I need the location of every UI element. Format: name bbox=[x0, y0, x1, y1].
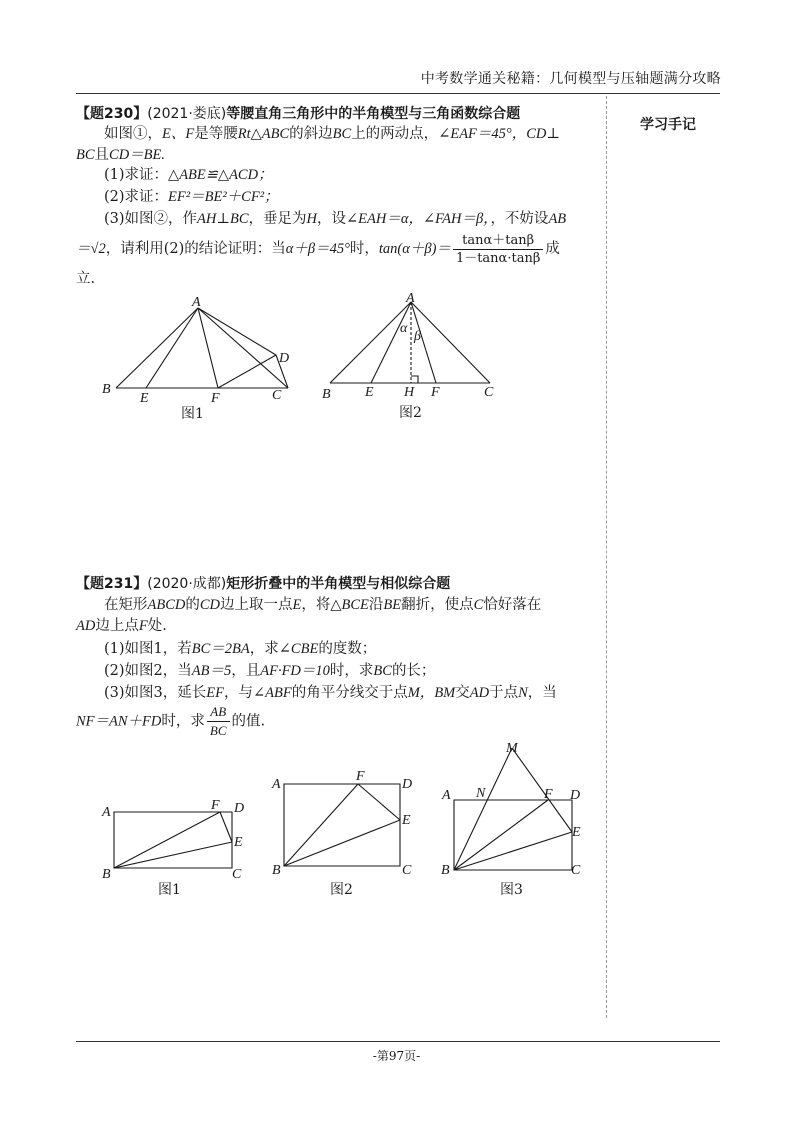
footer-rule bbox=[76, 1041, 720, 1042]
problem-230-q2: (2)求证：EF²＝BE²＋CF²； bbox=[104, 189, 279, 205]
label-E: E bbox=[234, 835, 243, 850]
label-A: A bbox=[192, 295, 201, 310]
right-angle-mark bbox=[411, 376, 418, 383]
rectangle-ABCD bbox=[284, 784, 400, 866]
segment-AE bbox=[146, 308, 198, 388]
page-number: -第97页- bbox=[372, 1049, 421, 1063]
segment-FE bbox=[220, 812, 232, 842]
problem-heading: 矩形折叠中的半角模型与相似综合题 bbox=[226, 576, 451, 592]
segment-AB bbox=[330, 302, 411, 383]
label-D: D bbox=[234, 801, 245, 816]
label-A: A bbox=[102, 805, 111, 820]
segment-AD bbox=[198, 308, 276, 355]
label-E: E bbox=[402, 813, 411, 828]
label-D: D bbox=[279, 351, 290, 366]
label-E: E bbox=[572, 825, 581, 840]
problem-231-q2: (2)如图2，当AB＝5，且AF·FD＝10时，求BC的长； bbox=[104, 663, 436, 679]
problem-231-q1: (1)如图1，若BC＝2BA，求∠CBE的度数； bbox=[104, 641, 377, 657]
problem-230-q3-line1: (3)如图②，作AH⊥BC，垂足为H，设∠EAH＝α，∠FAH＝β，，不妨设AB bbox=[104, 211, 567, 227]
problem-number: 【题231】 bbox=[76, 576, 148, 592]
problem-230-stem-line1: 如图①，E、F是等腰Rt△ABC的斜边BC上的两动点，∠EAF＝45°，CD⊥ bbox=[104, 126, 560, 142]
figure-caption: 图3 bbox=[500, 882, 523, 898]
label-E: E bbox=[365, 385, 374, 400]
problem-heading: 等腰直角三角形中的半角模型与三角函数综合题 bbox=[226, 106, 521, 122]
figure-caption: 图2 bbox=[330, 882, 353, 898]
notes-label: 学习手记 bbox=[640, 117, 696, 133]
figure-230-1 bbox=[96, 290, 306, 425]
label-A: A bbox=[406, 291, 415, 306]
segment-BF bbox=[454, 800, 548, 870]
segment-BE bbox=[284, 820, 400, 866]
figure-231-3 bbox=[438, 736, 598, 902]
label-F: F bbox=[356, 769, 365, 784]
segment-FD bbox=[218, 355, 276, 388]
notes-divider bbox=[606, 96, 607, 1018]
label-A: A bbox=[442, 788, 451, 803]
segment-AC bbox=[198, 308, 288, 388]
figure-231-1 bbox=[98, 792, 258, 902]
tan-sum-fraction: $\frac{\tan\alpha+\tan\beta}{1-\tan\alpha\cdot\tan\beta}$ bbox=[453, 232, 543, 267]
label-C: C bbox=[571, 863, 581, 878]
problem-231-title bbox=[76, 574, 450, 594]
label-F: F bbox=[544, 787, 553, 802]
segment-BF bbox=[284, 784, 358, 866]
segment-AE bbox=[371, 302, 411, 383]
label-B: B bbox=[272, 863, 281, 878]
header-rule bbox=[76, 93, 720, 94]
rectangle-ABCD bbox=[114, 812, 232, 868]
segment-ME bbox=[512, 748, 572, 832]
label-F: F bbox=[211, 798, 220, 813]
label-D: D bbox=[570, 788, 581, 803]
segment-AF bbox=[198, 308, 218, 388]
ab-bc-fraction: $\frac{AB}{BC}$ bbox=[207, 703, 230, 740]
label-alpha: α bbox=[400, 321, 408, 336]
segment-FE bbox=[358, 784, 400, 820]
figure-caption: 图2 bbox=[399, 405, 422, 421]
figure-231-2 bbox=[270, 766, 430, 902]
figure-230-2 bbox=[318, 290, 508, 425]
problem-230-stem-line2: BC且CD＝BE. bbox=[76, 147, 166, 163]
figure-caption: 图1 bbox=[181, 406, 204, 422]
label-B: B bbox=[102, 382, 111, 397]
problem-number: 【题230】 bbox=[76, 106, 148, 122]
problem-230-q3-line3: 立. bbox=[76, 271, 96, 287]
segment-AC bbox=[411, 302, 490, 383]
rectangle-ABCD bbox=[454, 800, 572, 870]
label-C: C bbox=[272, 388, 282, 403]
running-header: 中考数学通关秘籍：几何模型与压轴题满分攻略 bbox=[420, 71, 721, 87]
label-C: C bbox=[402, 863, 412, 878]
segment-BE bbox=[114, 842, 232, 868]
label-B: B bbox=[441, 863, 450, 878]
figure-caption: 图1 bbox=[158, 882, 181, 898]
problem-230-q1: (1)求证：△ABE≌△ACD； bbox=[104, 167, 273, 183]
problem-230-title bbox=[76, 104, 520, 124]
segment-BM bbox=[454, 748, 512, 870]
problem-231-stem-line2: AD边上点F处. bbox=[76, 618, 167, 634]
problem-source: (2021·娄底) bbox=[147, 106, 227, 122]
label-C: C bbox=[232, 867, 242, 882]
problem-230-q3-line2: ＝√2，请利用(2)的结论证明：当α＋β＝45°时，tan(α＋β)＝ $\frac{\tan\alpha+\tan\beta}{1-\tan\alpha\cdot\tan\beta}$ 成 bbox=[76, 232, 560, 266]
label-beta: β bbox=[414, 329, 421, 344]
label-B: B bbox=[322, 387, 331, 402]
label-N: N bbox=[476, 786, 486, 801]
label-C: C bbox=[484, 385, 494, 400]
segment-AB bbox=[116, 308, 198, 388]
label-B: B bbox=[102, 867, 111, 882]
problem-231-stem-line1: 在矩形ABCD的CD边上取一点E，将△BCE沿BE翻折，使点C恰好落在 bbox=[104, 597, 542, 613]
label-H: H bbox=[404, 385, 415, 400]
label-F: F bbox=[211, 391, 220, 406]
label-E: E bbox=[140, 391, 149, 406]
problem-231-q3-line1: (3)如图3，延长EF，与∠ABF的角平分线交于点M，BM交AD于点N，当 bbox=[104, 685, 557, 701]
segment-BF bbox=[114, 812, 220, 868]
label-F: F bbox=[431, 385, 440, 400]
label-M: M bbox=[506, 741, 518, 756]
problem-source: (2020·成都) bbox=[147, 576, 227, 592]
segment-BE bbox=[454, 832, 572, 870]
label-A: A bbox=[272, 777, 281, 792]
label-D: D bbox=[402, 777, 413, 792]
problem-231-q3-line2: NF＝AN＋FD时，求 $\frac{AB}{BC}$ 的值. bbox=[76, 704, 266, 738]
